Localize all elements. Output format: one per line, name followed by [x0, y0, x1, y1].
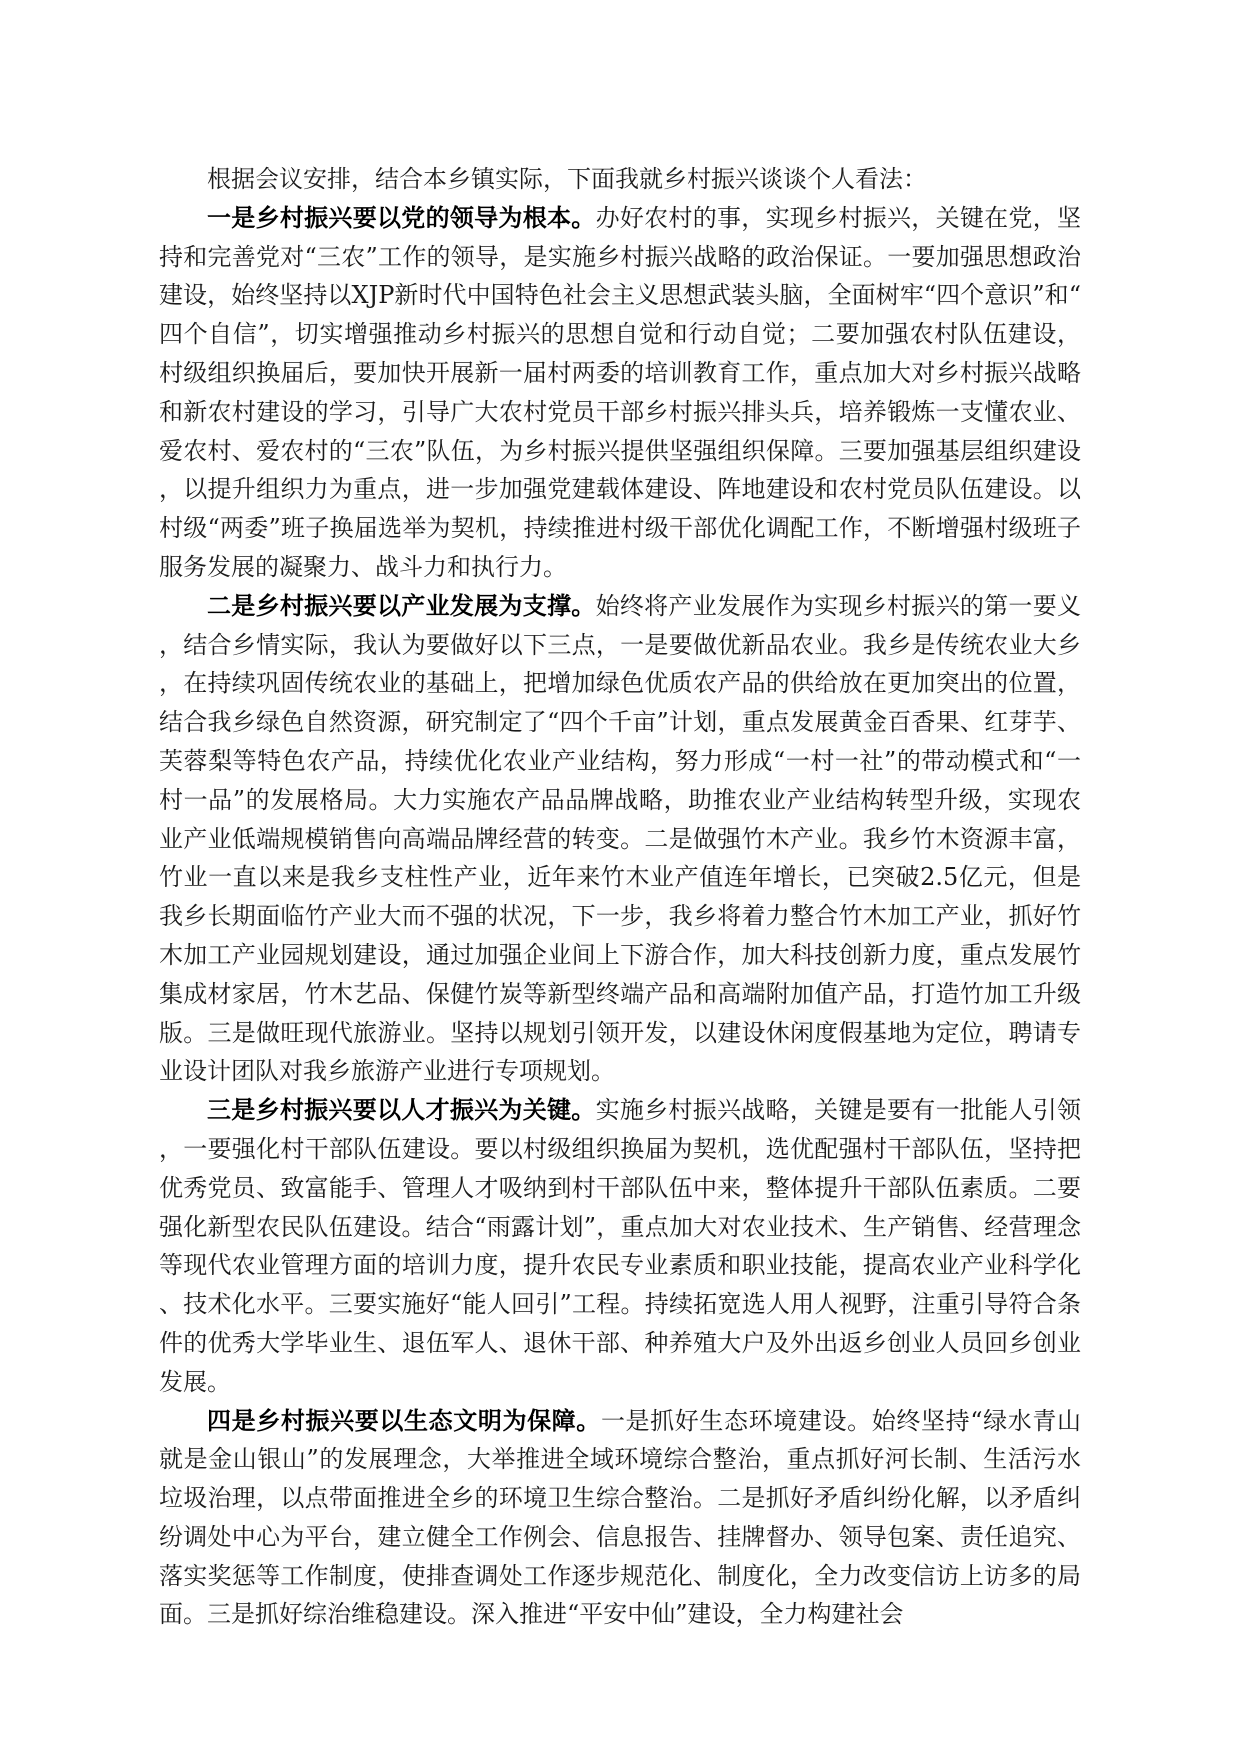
- intro-paragraph: 根据会议安排，结合本乡镇实际，下面我就乡村振兴谈谈个人看法：: [207, 165, 927, 193]
- document-page: [159, 160, 1081, 1634]
- section-body-4: 一是抓好生态环境建设。始终坚持“绿水青山就是金山银山”的发展理念，大举推进全域环境综合整治，重点抓好河长制、生活污水垃圾治理，以点带面推进全乡的环境卫生综合整治。二是抓好矛盾纠纷化解，以矛盾纠纷调处中心为平台，建立健全工作例会、信息报告、挂牌督办、领导包案、责任追究、落实奖惩等工作制度，使排查调处工作逐步规范化、制度化，全力改变信访上访多的局面。三是抓好综治维稳建设。深入推进“平安中仙”建设，全力构建社会: [159, 1406, 1081, 1629]
- section-heading-4: 四是乡村振兴要以生态文明为保障。: [207, 1405, 601, 1435]
- section-body-3: 实施乡村振兴战略，关键是要有一批能人引领，一要强化村干部队伍建设。要以村级组织换届为契机，选优配强村干部队伍，坚持把优秀党员、致富能手、管理人才吸纳到村干部队伍中来，整体提升干部队伍素质。二要强化新型农民队伍建设。结合“雨露计划”，重点加大对农业技术、生产销售、经营理念等现代农业管理方面的培训力度，提升农民专业素质和职业技能，提高农业产业科学化、技术化水平。三要实施好“能人回引”工程。持续拓宽选人用人视野，注重引导符合条件的优秀大学毕业生、退伍军人、退休干部、种养殖大户及外出返乡创业人员回乡创业发展。: [159, 1096, 1082, 1396]
- section-paragraph-4: [159, 1402, 1081, 1635]
- section-paragraph-2: [159, 587, 1081, 1091]
- section-paragraph-1: [159, 199, 1081, 587]
- section-paragraph-3: [159, 1091, 1081, 1401]
- section-heading-1: 一是乡村振兴要以党的领导为根本。: [207, 202, 596, 232]
- section-heading-3: 三是乡村振兴要以人才振兴为关键。: [207, 1095, 596, 1125]
- section-body-1: 办好农村的事，实现乡村振兴，关键在党，坚持和完善党对“三农”工作的领导，是实施乡村振兴战略的政治保证。一要加强思想政治建设，始终坚持以XJP新时代中国特色社会主义思想武装头脑，全面树牢“四个意识”和“四个自信”，切实增强推动乡村振兴的思想自觉和行动自觉；二要加强农村队伍建设，村级组织换届后，要加快开展新一届村两委的培训教育工作，重点加大对乡村振兴战略和新农村建设的学习，引导广大农村党员干部乡村振兴排头兵，培养锻炼一支懂农业、爱农村、爱农村的“三农”队伍，为乡村振兴提供坚强组织保障。三要加强基层组织建设，以提升组织力为重点，进一步加强党建载体建设、阵地建设和农村党员队伍建设。以村级“两委”班子换届选举为契机，持续推进村级干部优化调配工作，不断增强村级班子服务发展的凝聚力、战斗力和执行力。: [159, 203, 1082, 581]
- section-heading-2: 二是乡村振兴要以产业发展为支撑。: [207, 590, 596, 620]
- section-body-2: 始终将产业发展作为实现乡村振兴的第一要义，结合乡情实际，我认为要做好以下三点，一是要做优新品农业。我乡是传统农业大乡，在持续巩固传统农业的基础上，把增加绿色优质农产品的供给放在更加突出的位置，结合我乡绿色自然资源，研究制定了“四个千亩”计划，重点发展黄金百香果、红芽芋、芙蓉梨等特色农产品，持续优化农业产业结构，努力形成“一村一社”的带动模式和“一村一品”的发展格局。大力实施农产品品牌战略，助推农业产业结构转型升级，实现农业产业低端规模销售向高端品牌经营的转变。二是做强竹木产业。我乡竹木资源丰富，竹业一直以来是我乡支柱性产业，近年来竹木业产值连年增长，已突破2.5亿元，但是我乡长期面临竹产业大而不强的状况，下一步，我乡将着力整合竹木加工产业，抓好竹木加工产业园规划建设，通过加强企业间上下游合作，加大科技创新力度，重点发展竹集成材家居，竹木艺品、保健竹炭等新型终端产品和高端附加值产品，打造竹加工升级版。三是做旺现代旅游业。坚持以规划引领开发，以建设休闲度假基地为定位，聘请专业设计团队对我乡旅游产业进行专项规划。: [159, 591, 1082, 1086]
